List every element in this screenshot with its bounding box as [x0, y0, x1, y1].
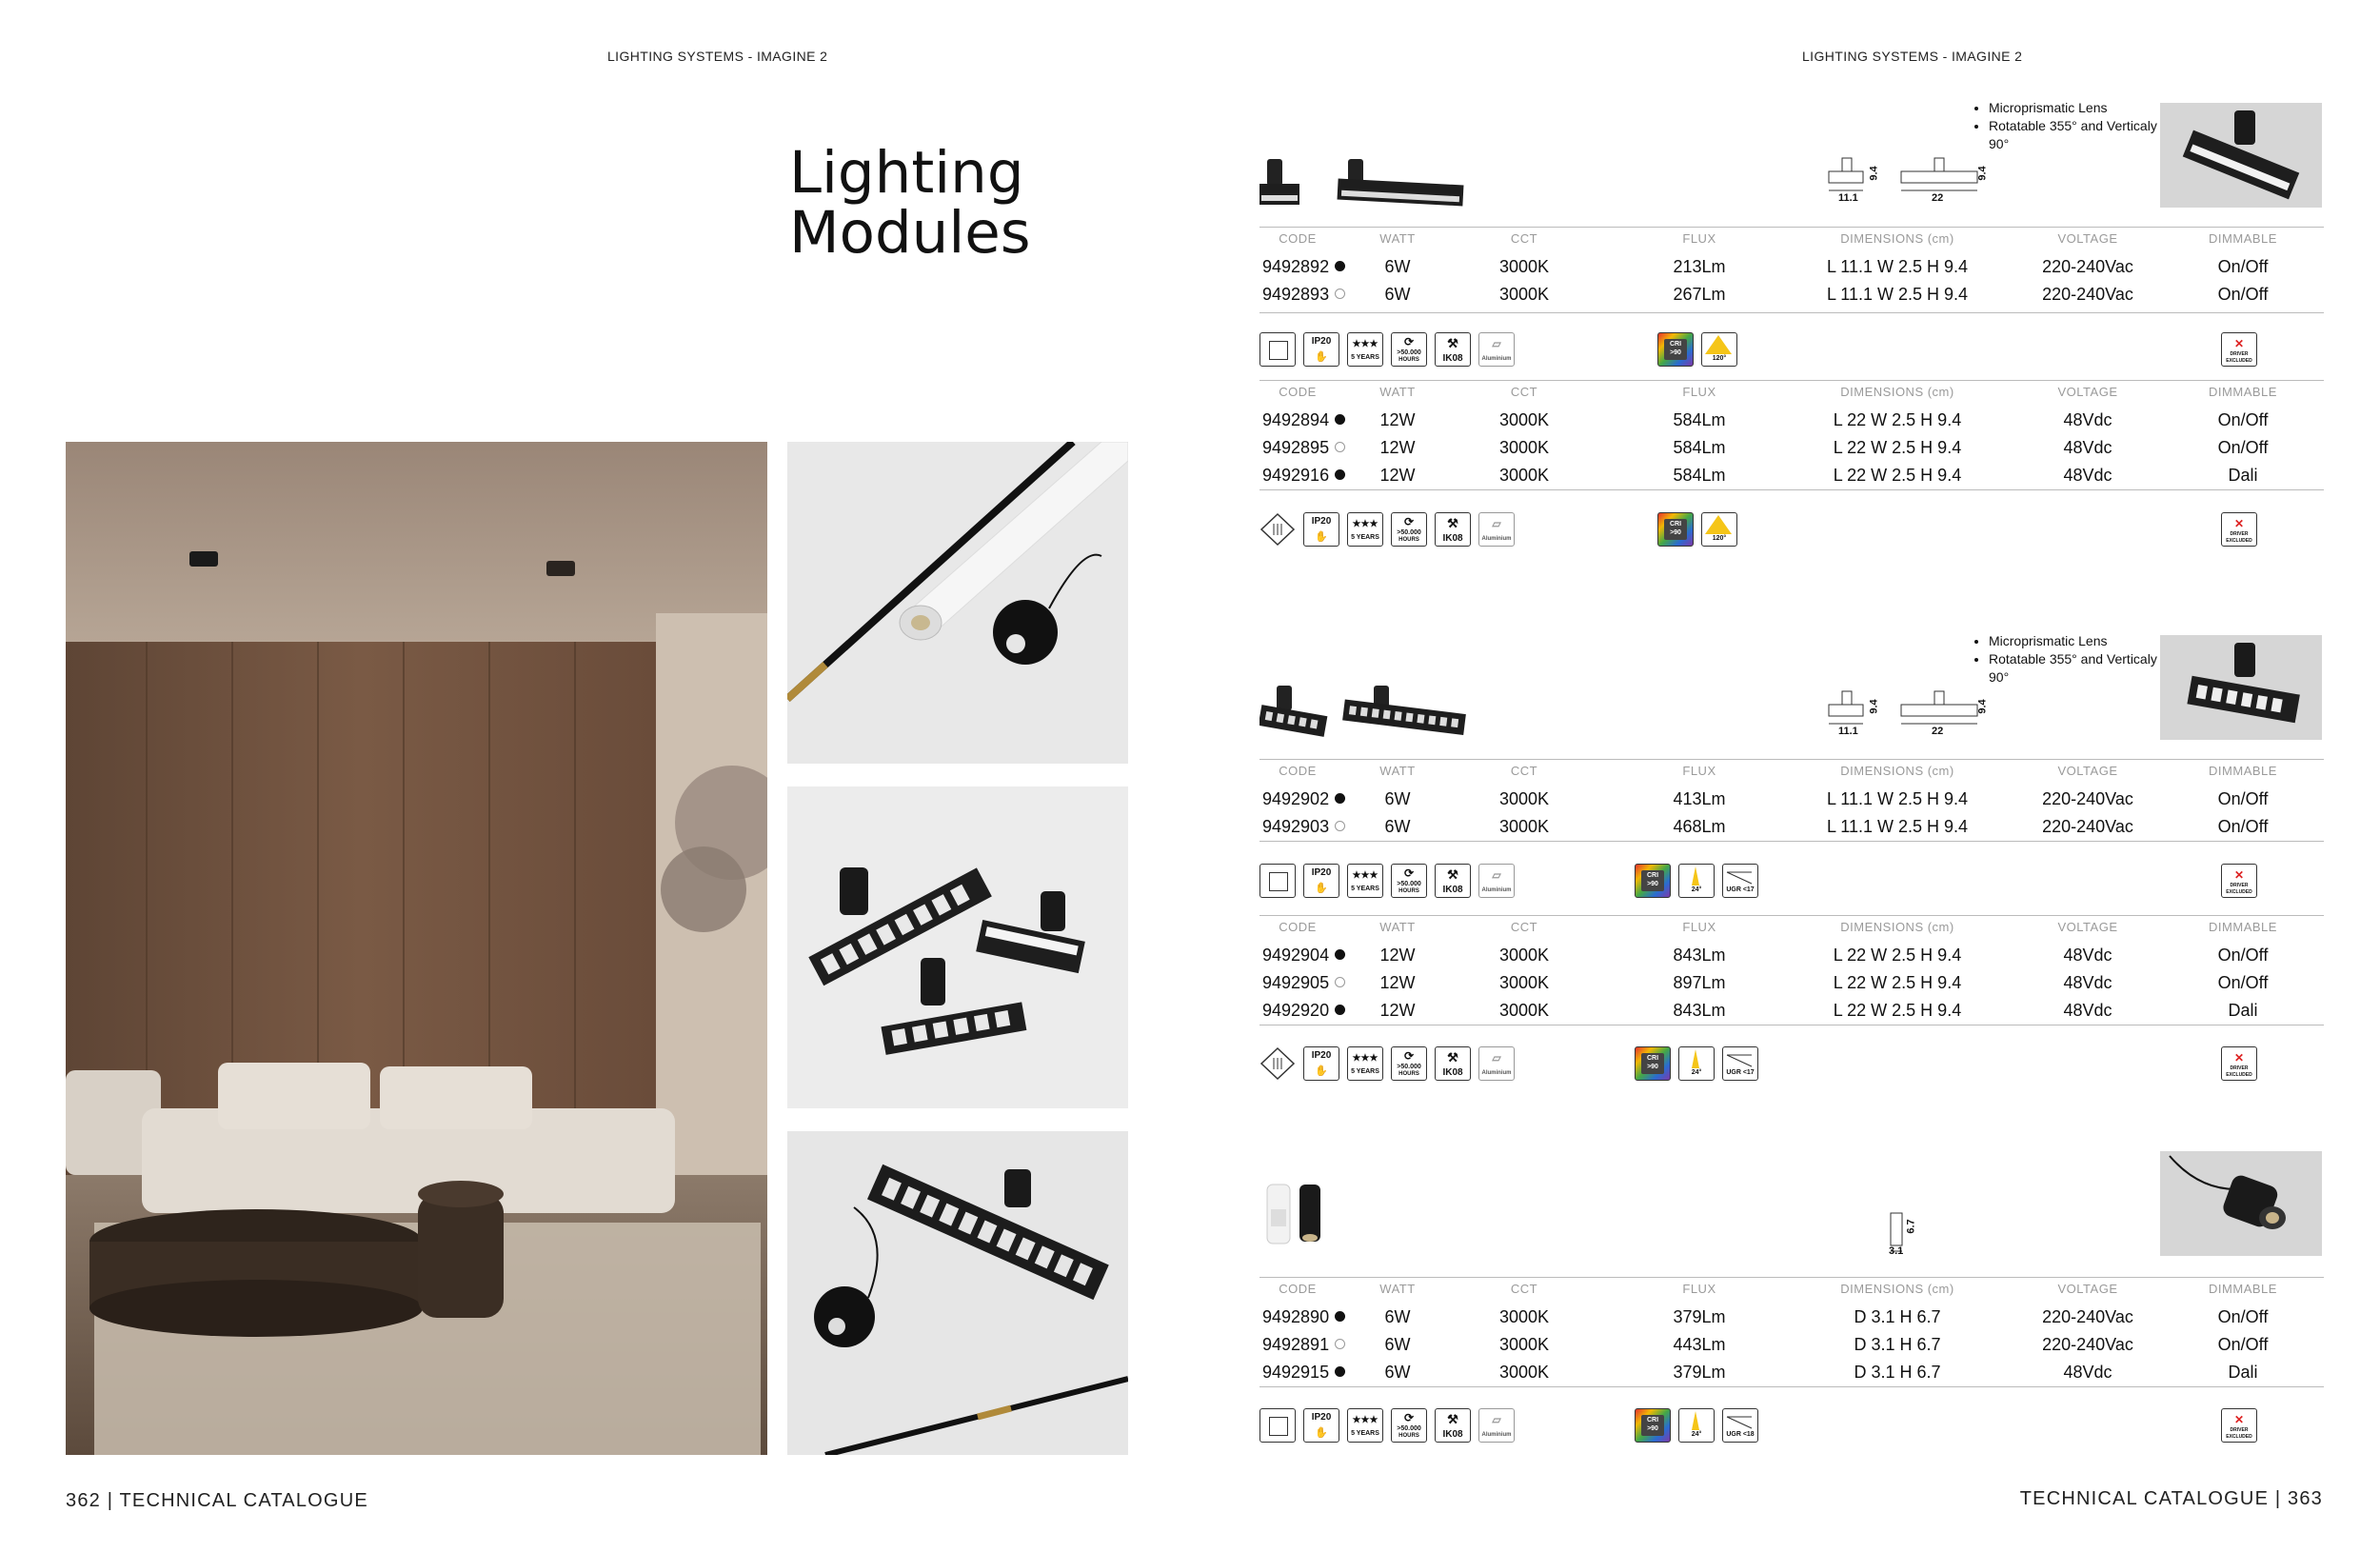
- white-finish-icon: [1335, 289, 1345, 299]
- table-header: CODE WATT CCT FLUX DIMENSIONS (cm) VOLTAGE DIMMABLE: [1259, 380, 2324, 406]
- section1-feature-list: [1970, 99, 2179, 153]
- beam-angle-icon: 24°: [1678, 864, 1715, 898]
- section2-feature-list: [1970, 632, 2179, 687]
- lifetime-hours-icon: ⟳ >50.000 HOURS: [1391, 864, 1427, 898]
- aluminium-icon: ▱ Aluminium: [1478, 864, 1515, 898]
- aluminium-icon: ▱ Aluminium: [1478, 512, 1515, 547]
- table-header: CODE WATT CCT FLUX DIMENSIONS (cm) VOLTAGE DIMMABLE: [1259, 1277, 2324, 1303]
- section3-table-6w: [1259, 1277, 2324, 1382]
- aluminium-icon: ▱ Aluminium: [1478, 332, 1515, 367]
- warranty-icon: ★★★ 5 YEARS: [1347, 512, 1383, 547]
- cell-code: 9492893: [1262, 285, 1345, 305]
- page-title: [789, 139, 1031, 267]
- black-finish-icon: [1335, 1366, 1345, 1377]
- cell-flux: 267Lm: [1673, 285, 1726, 304]
- section2-icon-row-2: [1259, 1046, 2324, 1085]
- col-watt: WATT: [1379, 231, 1416, 246]
- section2-product-thumbnails: [1259, 684, 1469, 743]
- driver-excluded-icon: ✕ DRIVER EXCLUDED: [2221, 1046, 2257, 1081]
- table-row: 9492895 12W 3000K 584Lm L 22 W 2.5 H 9.4 48Vdc On/Off: [1262, 438, 2269, 457]
- table-header: CODE WATT CCT FLUX DIMENSIONS (cm) VOLTAGE DIMMABLE: [1259, 759, 2324, 785]
- col-flux: FLUX: [1682, 231, 1716, 246]
- cell-cct: 3000K: [1498, 285, 1550, 304]
- white-finish-icon: [1335, 977, 1345, 987]
- table-row: 9492902 6W 3000K 413Lm L 11.1 W 2.5 H 9.4 220-240Vac On/Off: [1262, 789, 2269, 808]
- pendant-profile-photo: [787, 442, 1128, 764]
- table-row: 9492920 12W 3000K 843Lm L 22 W 2.5 H 9.4 48Vdc Dali: [1262, 1001, 2258, 1020]
- black-finish-icon: [1335, 949, 1345, 960]
- warranty-icon: ★★★ 5 YEARS: [1347, 1046, 1383, 1081]
- dim-label-height-1: 9.4: [1868, 166, 1880, 181]
- white-finish-icon: [1335, 1339, 1345, 1349]
- table-row: 9492915 6W 3000K 379Lm D 3.1 H 6.7 48Vdc Dali: [1262, 1363, 2258, 1382]
- black-finish-icon: [1335, 469, 1345, 480]
- cell-dimensions: L 11.1 W 2.5 H 9.4: [1826, 285, 1969, 304]
- lifetime-hours-icon: ⟳ >50.000 HOURS: [1391, 1408, 1427, 1443]
- beam-angle-icon: 120°: [1701, 512, 1737, 547]
- page-header-left: LIGHTING SYSTEMS - IMAGINE 2: [607, 49, 828, 64]
- feature-item: • Microprismatic Lens: [1989, 632, 2179, 650]
- ip20-icon: IP20 ✋: [1303, 332, 1339, 367]
- lifetime-hours-icon: ⟳ >50.000 HOURS: [1391, 332, 1427, 367]
- ip20-icon: IP20 ✋: [1303, 1408, 1339, 1443]
- ip20-icon: IP20 ✋: [1303, 864, 1339, 898]
- warranty-icon: ★★★ 5 YEARS: [1347, 864, 1383, 898]
- table-header: [1259, 227, 2324, 252]
- cell-flux: 213Lm: [1673, 257, 1726, 276]
- track-spots-photo: [787, 786, 1128, 1108]
- table-row: [1259, 283, 2324, 308]
- col-code: CODE: [1279, 231, 1317, 246]
- feature-item: • Rotatable 355° and Verticaly 90°: [1989, 650, 2179, 687]
- ugr-icon: UGR <17: [1722, 1046, 1758, 1081]
- black-finish-icon: [1335, 793, 1345, 804]
- cell-dimensions: L 11.1 W 2.5 H 9.4: [1826, 257, 1969, 276]
- cri-icon: CRI >90: [1635, 864, 1671, 898]
- warranty-icon: ★★★ 5 YEARS: [1347, 1408, 1383, 1443]
- living-room-photo: [66, 442, 767, 1455]
- section1-table-12w: [1259, 380, 2324, 485]
- class2-insulation-icon: [1259, 332, 1296, 367]
- page-title-line-1: Lighting: [789, 139, 1024, 207]
- section2-icon-row-1: [1259, 864, 2324, 902]
- section1-dimension-drawing: [1825, 154, 1996, 211]
- cell-watt: 6W: [1384, 257, 1411, 276]
- lifetime-hours-icon: ⟳ >50.000 HOURS: [1391, 512, 1427, 547]
- table-row: 9492916 12W 3000K 584Lm L 22 W 2.5 H 9.4 48Vdc Dali: [1262, 466, 2258, 485]
- dim-label-length-short: 11.1: [1838, 192, 1858, 204]
- table-header: CODE WATT CCT FLUX DIMENSIONS (cm) VOLTAGE DIMMABLE: [1259, 915, 2324, 941]
- section3-product-photo: [2160, 1151, 2322, 1256]
- page-header-right: LIGHTING SYSTEMS - IMAGINE 2: [1802, 49, 2023, 64]
- aluminium-icon: ▱ Aluminium: [1478, 1408, 1515, 1443]
- dim-label-height-2: 9.4: [1976, 166, 1989, 181]
- ik08-hammer-icon: ⚒ IK08: [1435, 512, 1471, 547]
- cri-icon: CRI >90: [1635, 1408, 1671, 1443]
- lifetime-hours-icon: ⟳ >50.000 HOURS: [1391, 1046, 1427, 1081]
- cell-cct: 3000K: [1498, 257, 1550, 276]
- table-row: 9492890 6W 3000K 379Lm D 3.1 H 6.7 220-240Vac On/Off: [1262, 1307, 2269, 1326]
- ugr-icon: UGR <17: [1722, 864, 1758, 898]
- class3-insulation-icon: [1259, 1046, 1296, 1081]
- black-finish-icon: [1335, 1005, 1345, 1015]
- linear-track-photo: [787, 1131, 1128, 1455]
- cell-watt: 6W: [1384, 285, 1411, 304]
- table-row: 9492904 12W 3000K 843Lm L 22 W 2.5 H 9.4 48Vdc On/Off: [1262, 946, 2269, 965]
- white-finish-icon: [1335, 821, 1345, 831]
- driver-excluded-icon: ✕ DRIVER EXCLUDED: [2221, 332, 2257, 367]
- black-finish-icon: [1335, 1311, 1345, 1322]
- cri-icon: CRI >90: [1635, 1046, 1671, 1081]
- page-title-line-2: Modules: [789, 199, 1031, 267]
- ugr-icon: UGR <18: [1722, 1408, 1758, 1443]
- feature-item: • Rotatable 355° and Verticaly 90°: [1989, 117, 2179, 153]
- black-finish-icon: [1335, 261, 1345, 271]
- table-row: 9492894 12W 3000K 584Lm L 22 W 2.5 H 9.4 48Vdc On/Off: [1262, 410, 2269, 429]
- col-dimmable: DIMMABLE: [2209, 231, 2277, 246]
- table-row: 9492903 6W 3000K 468Lm L 11.1 W 2.5 H 9.4 220-240Vac On/Off: [1262, 817, 2269, 836]
- section3-icon-row: [1259, 1408, 2324, 1446]
- cell-dimmable: On/Off: [2217, 285, 2269, 304]
- table-row: 9492891 6W 3000K 443Lm D 3.1 H 6.7 220-240Vac On/Off: [1262, 1335, 2269, 1354]
- ip20-icon: IP20 ✋: [1303, 512, 1339, 547]
- cell-dimmable: On/Off: [2217, 257, 2269, 276]
- table-row: 9492905 12W 3000K 897Lm L 22 W 2.5 H 9.4 48Vdc On/Off: [1262, 973, 2269, 992]
- driver-excluded-icon: ✕ DRIVER EXCLUDED: [2221, 864, 2257, 898]
- section1-icon-row-2: [1259, 512, 2324, 550]
- page-footer-right: TECHNICAL CATALOGUE | 363: [2019, 1488, 2323, 1509]
- section2-dimension-drawing: 11.1 22 9.4 9.4: [1825, 687, 1996, 745]
- driver-excluded-icon: ✕ DRIVER EXCLUDED: [2221, 512, 2257, 547]
- feature-item: • Microprismatic Lens: [1989, 99, 2179, 117]
- beam-angle-icon: 120°: [1701, 332, 1737, 367]
- beam-angle-icon: 24°: [1678, 1408, 1715, 1443]
- section1-table-6w: [1259, 227, 2324, 303]
- cell-voltage: 220-240Vac: [2042, 285, 2133, 304]
- col-cct: CCT: [1510, 231, 1538, 246]
- col-dimensions: DIMENSIONS (cm): [1840, 231, 1954, 246]
- ik08-hammer-icon: ⚒ IK08: [1435, 1408, 1471, 1443]
- dim-label-length-long: 22: [1932, 192, 1944, 204]
- table-row: [1259, 255, 2324, 280]
- section1-product-photo: [2160, 103, 2322, 208]
- col-voltage: VOLTAGE: [2057, 231, 2118, 246]
- section1-icon-row-1: [1259, 332, 2324, 370]
- class2-insulation-icon: [1259, 864, 1296, 898]
- class3-insulation-icon: [1259, 512, 1296, 547]
- cell-voltage: 220-240Vac: [2042, 257, 2133, 276]
- cri-icon: CRI >90: [1657, 332, 1694, 367]
- page-footer-left: 362 | TECHNICAL CATALOGUE: [66, 1490, 368, 1511]
- section2-product-photo: [2160, 635, 2322, 740]
- white-finish-icon: [1335, 442, 1345, 452]
- cri-icon: CRI >90: [1657, 512, 1694, 547]
- ik08-hammer-icon: ⚒ IK08: [1435, 332, 1471, 367]
- ik08-hammer-icon: ⚒ IK08: [1435, 864, 1471, 898]
- cell-code: 9492892: [1262, 257, 1345, 277]
- section2-table-12w: [1259, 915, 2324, 1020]
- driver-excluded-icon: ✕ DRIVER EXCLUDED: [2221, 1408, 2257, 1443]
- ip20-icon: IP20 ✋: [1303, 1046, 1339, 1081]
- section1-product-thumbnails: [1259, 157, 1469, 214]
- ik08-hammer-icon: ⚒ IK08: [1435, 1046, 1471, 1081]
- beam-angle-icon: 24°: [1678, 1046, 1715, 1081]
- section2-table-6w: [1259, 759, 2324, 835]
- black-finish-icon: [1335, 414, 1345, 425]
- section3-dimension-drawing: 3.1 6.7: [1885, 1209, 1923, 1262]
- aluminium-icon: ▱ Aluminium: [1478, 1046, 1515, 1081]
- section3-product-thumbnails: [1261, 1183, 1338, 1251]
- warranty-icon: ★★★ 5 YEARS: [1347, 332, 1383, 367]
- class2-insulation-icon: [1259, 1408, 1296, 1443]
